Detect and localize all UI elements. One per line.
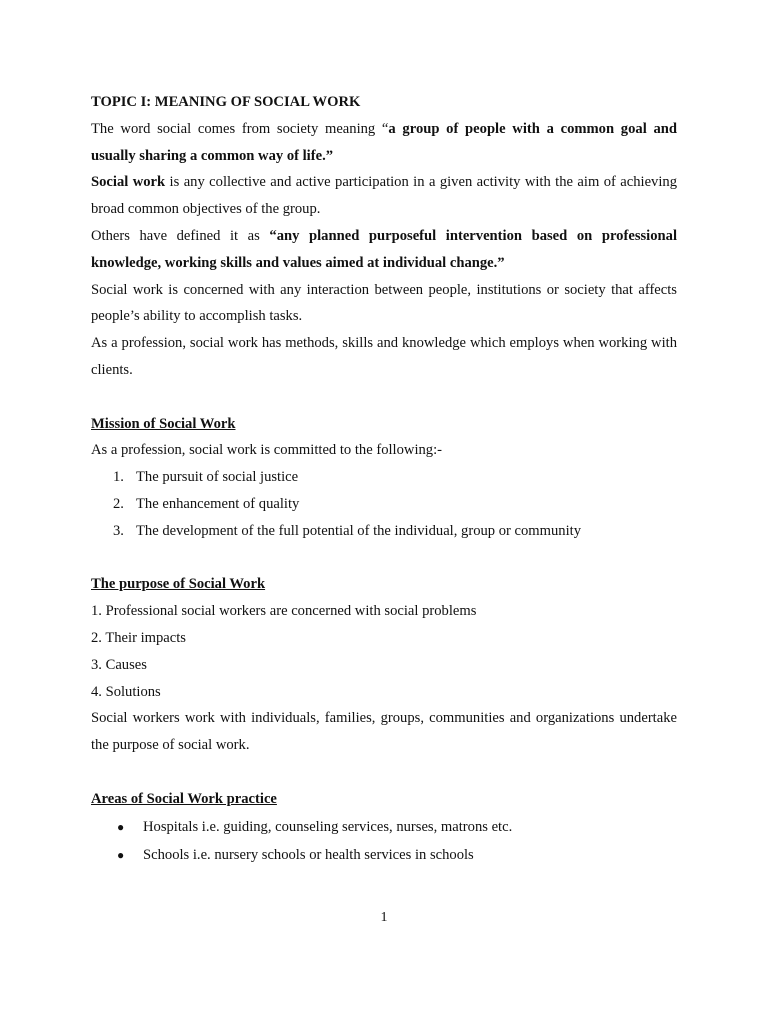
page-number: 1 xyxy=(380,910,388,925)
purpose-item: 2. Their impacts xyxy=(91,629,186,646)
bold-text: a group of people with a common goal and usually sharing a common way of life.” xyxy=(91,120,677,164)
document-body xyxy=(91,89,677,870)
list-number: 3. xyxy=(113,522,124,539)
text: The word social comes from society meaning “ xyxy=(91,120,389,137)
mission-heading: Mission of Social Work xyxy=(91,415,236,432)
spacer xyxy=(91,759,677,786)
text: Others have defined it as xyxy=(91,227,270,244)
list-item xyxy=(91,518,677,545)
list-item-text: Hospitals i.e. guiding, counseling services, nurses, matrons etc. xyxy=(143,818,513,835)
list-item xyxy=(91,841,677,870)
purpose-item: 1. Professional social workers are concerned with social problems xyxy=(91,603,477,620)
purpose-item: 4. Solutions xyxy=(91,683,161,700)
text: is any collective and active participation in a given activity with the aim of achieving broad common objectives of the group. xyxy=(91,174,677,218)
list-item-text: The development of the full potential of the individual, group or community xyxy=(136,522,582,539)
bullet-icon: ● xyxy=(117,819,125,834)
list-number: 1. xyxy=(113,469,124,486)
spacer xyxy=(91,545,677,572)
purpose-item: 3. Causes xyxy=(91,656,147,673)
document-title: TOPIC I: MEANING OF SOCIAL WORK xyxy=(91,94,361,110)
areas-heading: Areas of Social Work practice xyxy=(91,790,277,807)
purpose-closing: Social workers work with individuals, families, groups, communities and organizations undertake the purpose of social work. xyxy=(91,710,677,754)
purpose-heading: The purpose of Social Work xyxy=(91,576,266,593)
list-item-text: Schools i.e. nursery schools or health services in schools xyxy=(143,847,474,864)
paragraph-social-definition xyxy=(91,116,677,170)
list-number: 2. xyxy=(113,495,124,512)
list-item-text: The pursuit of social justice xyxy=(136,469,299,486)
paragraph-interaction: Social work is concerned with any interaction between people, institutions or society that affects people’s ability to accomplish tasks. xyxy=(91,281,677,325)
bold-text: Social work xyxy=(91,174,166,191)
list-item xyxy=(91,491,677,518)
list-item xyxy=(91,464,677,491)
paragraph-social-work-definition xyxy=(91,169,677,223)
mission-intro: As a profession, social work is committed to the following:- xyxy=(91,442,443,459)
bullet-icon: ● xyxy=(117,848,125,863)
paragraph-profession: As a profession, social work has methods, skills and knowledge which employs when working with clients. xyxy=(91,335,677,378)
paragraph-other-definition xyxy=(91,223,677,277)
mission-list xyxy=(91,464,677,544)
list-item xyxy=(91,813,677,842)
bold-text: “any planned purposeful intervention based on professional knowledge, working skills and values aimed at individual change.” xyxy=(91,227,677,271)
areas-list xyxy=(91,813,677,870)
spacer xyxy=(91,384,677,411)
list-item-text: The enhancement of quality xyxy=(136,495,300,512)
